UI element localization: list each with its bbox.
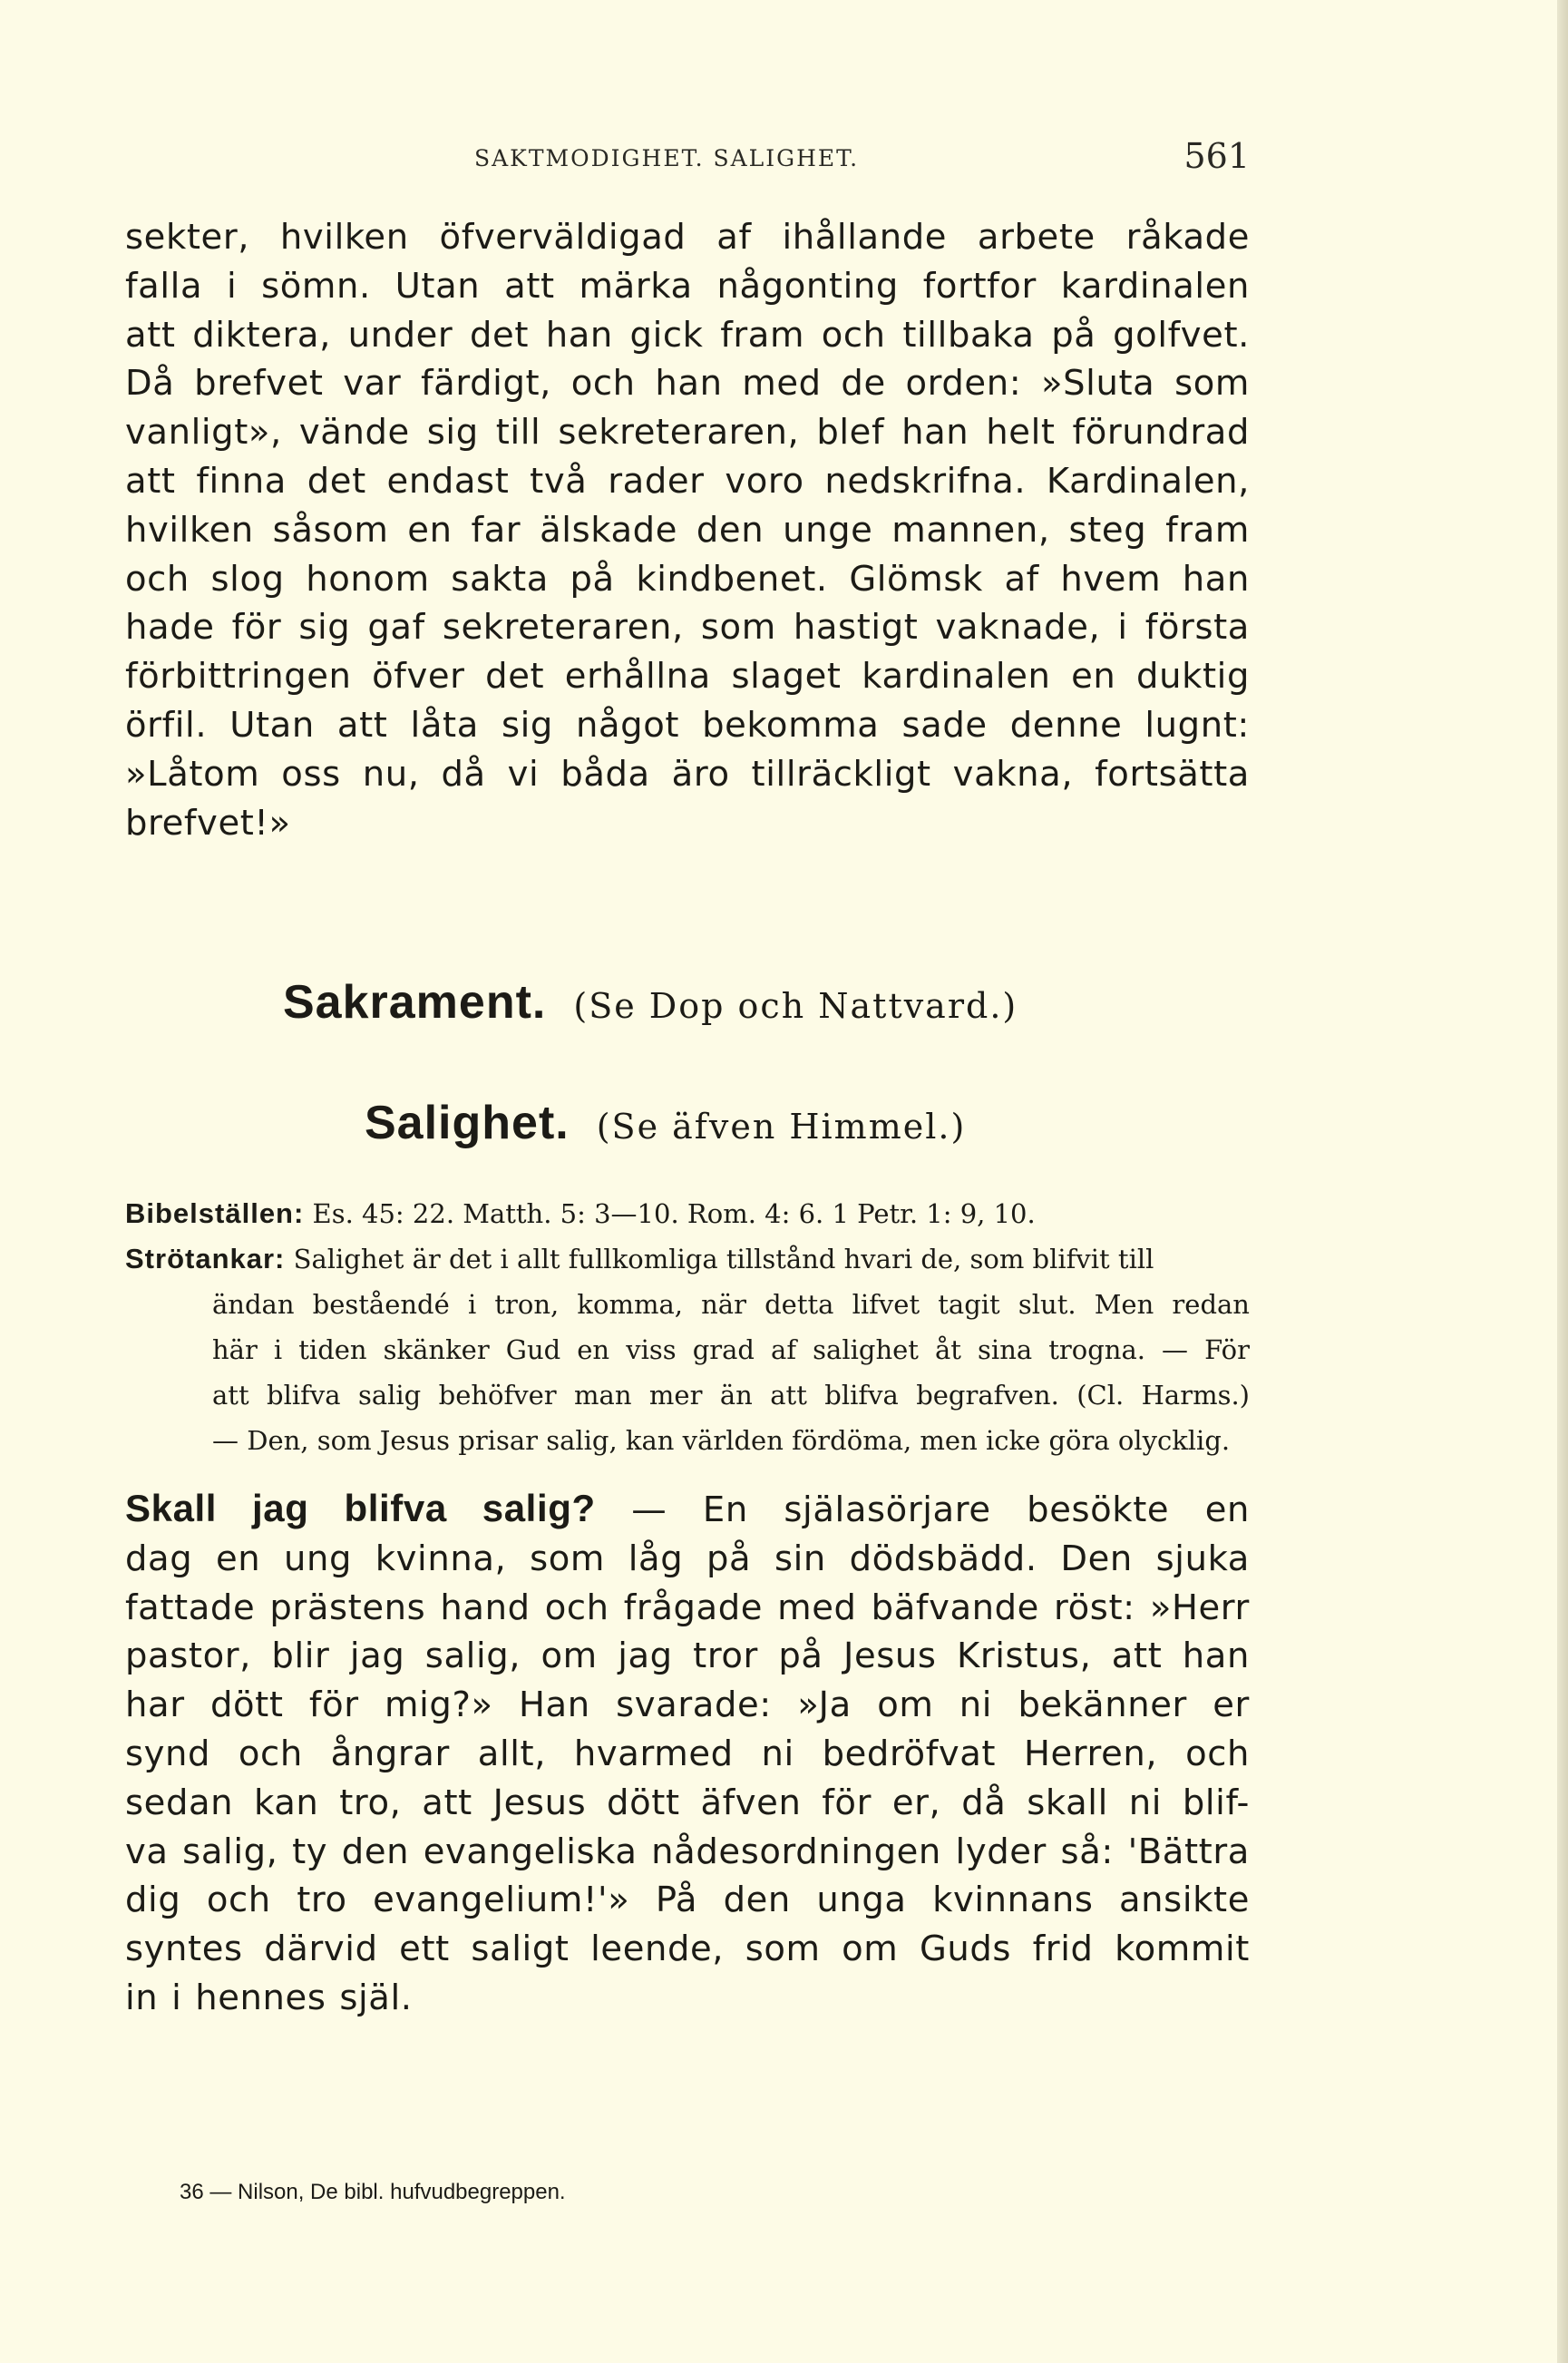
paragraph1-line: att finna det endast två rader voro nedskrifna. Kardinalen, <box>125 460 1250 502</box>
paragraph1-line: hade för sig gaf sekreteraren, som hastigt vaknade, i första <box>125 607 1250 649</box>
paragraph2-first-line <box>125 1484 1250 1535</box>
paragraph1-line: falla i sömn. Utan att märka någonting fortfor kardinalen <box>125 265 1250 307</box>
entry-sakrament <box>283 975 1018 1030</box>
references-section <box>125 1191 1250 1463</box>
page-header <box>125 136 1250 190</box>
entry-salighet-title: Salighet. <box>365 1097 570 1149</box>
thoughts-text-first: Salighet är det i allt fullkomliga tillstånd hvari de, som blifvit till <box>293 1244 1154 1274</box>
paragraph-skall-jag-blifva-salig <box>125 1484 1250 2023</box>
thoughts-line: här i tiden skänker Gud en viss grad af salighet åt sina trogna. — För <box>212 1334 1250 1365</box>
paragraph2-line: har dött för mig?» Han svarade: »Ja om ni bekänner er <box>125 1684 1250 1726</box>
paragraph1-line: sekter, hvilken öfverväldigad af ihållande arbete råkade <box>125 217 1250 258</box>
paragraph2-lead: Skall jag blifva salig? <box>125 1487 596 1529</box>
page-number: 561 <box>1183 136 1250 176</box>
paragraph1-line: »Låtom oss nu, då vi båda äro tillräckligt vakna, fortsätta <box>125 753 1250 795</box>
page-edge <box>1557 0 1568 2363</box>
entry-salighet-xref: (Se äfven Himmel.) <box>596 1107 967 1147</box>
paragraph2-line: fattade prästens hand och frågade med bäfvande röst: »Herr <box>125 1587 1250 1628</box>
paragraph2-line: dig och tro evangelium!'» På den unga kvinnans ansikte <box>125 1880 1250 1921</box>
bible-references-label: Bibelställen: <box>125 1197 305 1229</box>
footer-signature-text: 36 — Nilson, De bibl. hufvudbegreppen. <box>180 2180 566 2204</box>
thoughts-line: ändan beståendé i tron, komma, när detta lifvet tagit slut. Men redan <box>212 1289 1250 1320</box>
paragraph2-line: sedan kan tro, att Jesus dött äfven för er, då skall ni blif- <box>125 1782 1250 1823</box>
paragraph2-line: va salig, ty den evangeliska nådesordningen lyder så: 'Bättra <box>125 1831 1250 1872</box>
footer-signature <box>180 2179 566 2205</box>
paragraph1-line: vanligt», vände sig till sekreteraren, blef han helt förundrad <box>125 412 1250 454</box>
entry-sakrament-xref: (Se Dop och Nattvard.) <box>573 986 1018 1026</box>
thoughts-line: att blifva salig behöfver man mer än att blifva begrafven. (Cl. Harms.) <box>212 1380 1250 1411</box>
thoughts-line: — Den, som Jesus prisar salig, kan världen fördöma, men icke göra olycklig. <box>212 1425 1231 1456</box>
thoughts-label: Strötankar: <box>125 1243 286 1274</box>
bible-references <box>125 1191 1250 1236</box>
paragraph2-line: synd och ångrar allt, hvarmed ni bedröfvat Herren, och <box>125 1733 1250 1774</box>
paragraph1-line: och slog honom sakta på kindbenet. Glömsk af hvem han <box>125 558 1250 600</box>
paragraph2-line: pastor, blir jag salig, om jag tror på Jesus Kristus, att han <box>125 1636 1250 1677</box>
paragraph2-first-rest: — En själasörjare besökte en <box>595 1489 1250 1530</box>
thoughts-first-line <box>125 1236 1250 1282</box>
paragraph1-line: att diktera, under det han gick fram och tillbaka på golfvet. <box>125 314 1250 356</box>
entry-salighet <box>365 1096 966 1150</box>
paragraph1-line: brefvet!» <box>125 802 291 844</box>
paragraph2-line: dag en ung kvinna, som låg på sin dödsbädd. Den sjuka <box>125 1538 1250 1579</box>
paragraph2-line: syntes därvid ett saligt leende, som om Guds frid kommit <box>125 1928 1250 1970</box>
paragraph1-line: hvilken såsom en far älskade den unge mannen, steg fram <box>125 509 1250 551</box>
paragraph1-line: förbittringen öfver det erhållna slaget kardinalen en duktig <box>125 656 1250 698</box>
paragraph1-line: Då brefvet var färdigt, och han med de orden: »Sluta som <box>125 363 1250 405</box>
running-head: SAKTMODIGHET. SALIGHET. <box>474 145 860 171</box>
paragraph2-line: in i hennes själ. <box>125 1977 413 2018</box>
bible-references-text: Es. 45: 22. Matth. 5: 3—10. Rom. 4: 6. 1 Petr. 1: 9, 10. <box>312 1198 1036 1229</box>
paragraph1-line: örfil. Utan att låta sig något bekomma sade denne lugnt: <box>125 704 1250 746</box>
entry-sakrament-title: Sakrament. <box>283 976 547 1029</box>
paragraph-cardinal-story <box>125 213 1250 847</box>
